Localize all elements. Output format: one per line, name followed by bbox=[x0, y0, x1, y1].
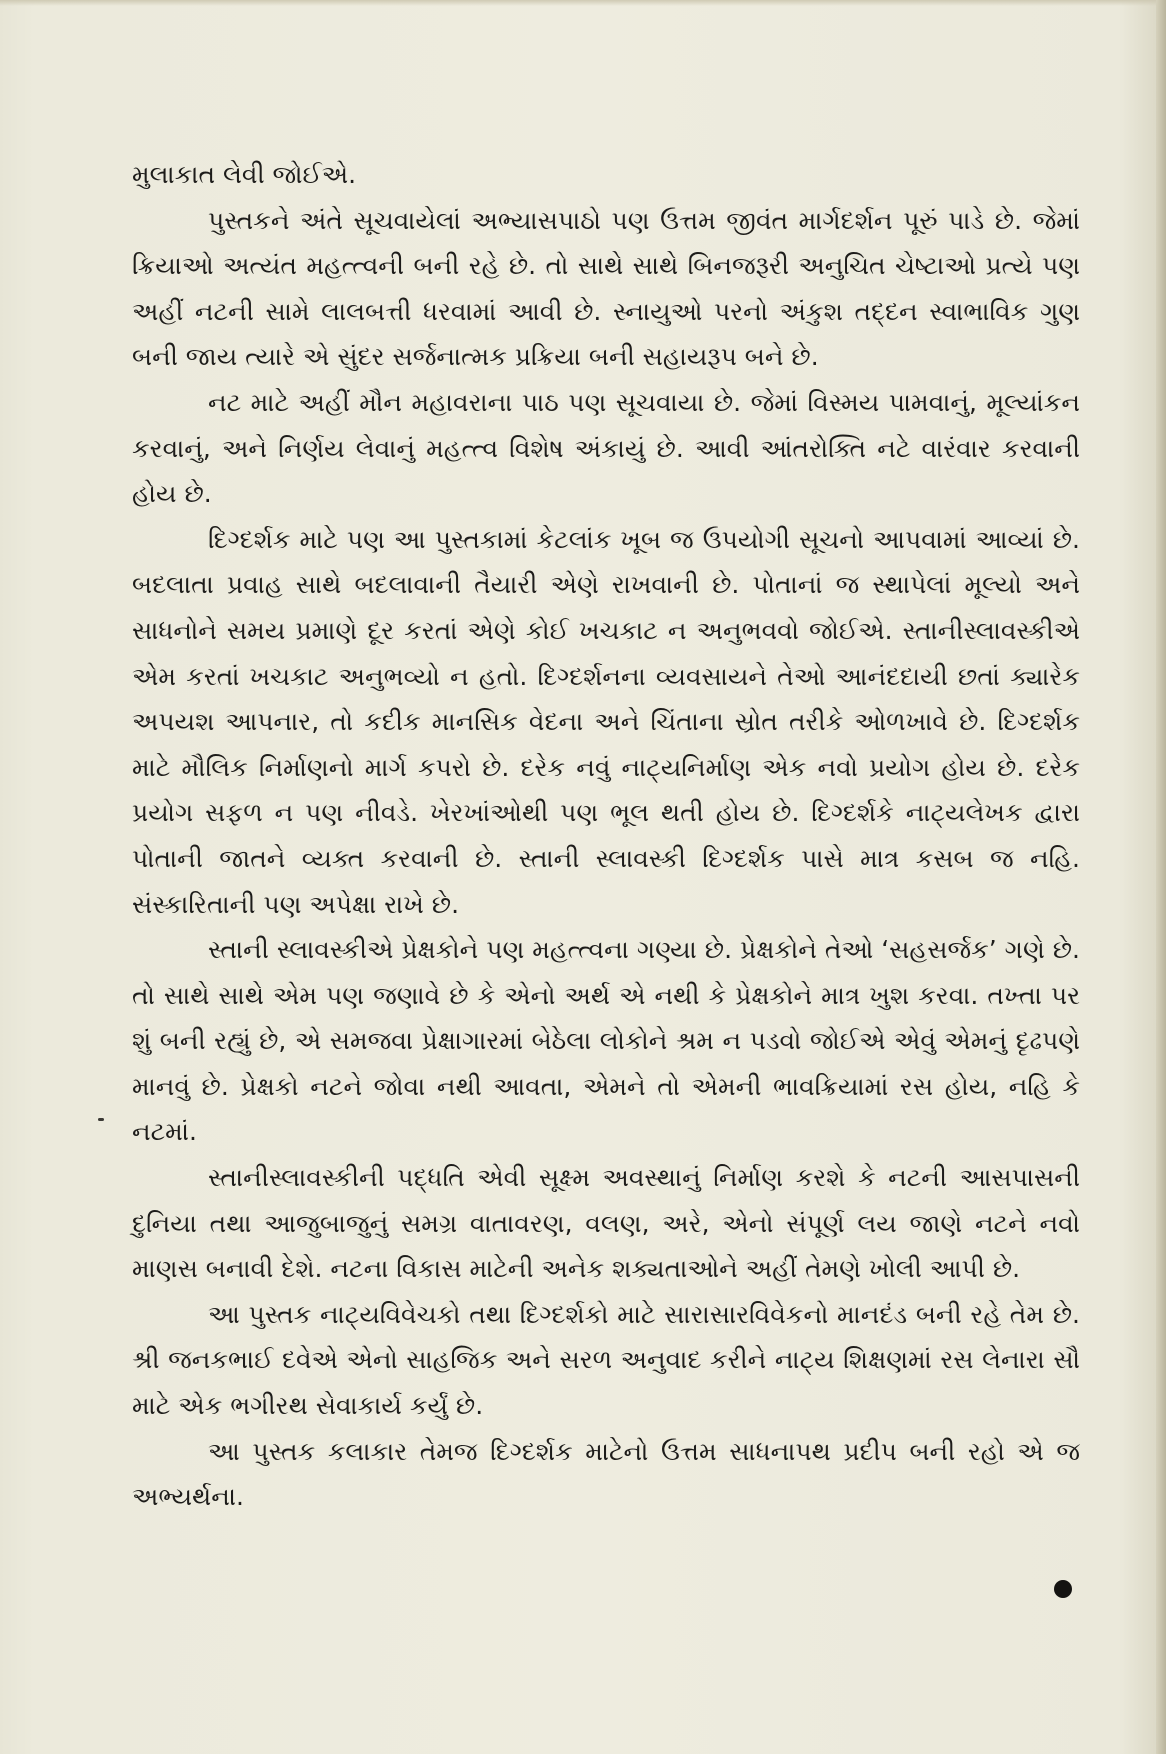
paragraph-7: આ પુસ્તક નાટ્યવિવેચકો તથા દિગ્દર્શકો માટે સારાસારવિવેકનો માનદંડ બની રહે તેમ છે. શ્રી જનકભાઈ દવેએ એનો સાહજિક અને સરળ અનુવાદ કરીને નાટ્ય શિક્ષણમાં રસ લેનારા સૌ માટે એક ભગીરથ સેવાકાર્ય કર્યું છે. bbox=[132, 1299, 1080, 1421]
body-text bbox=[132, 152, 1080, 1520]
paragraph-3: નટ માટે અહીં મૌન મહાવરાના પાઠ પણ સૂચવાયા છે. જેમાં વિસ્મય પામવાનું, મૂલ્યાંકન કરવાનું, અને નિર્ણય લેવાનું મહત્ત્વ વિશેષ અંકાયું છે. આવી આંતરોક્તિ નટે વારંવાર કરવાની હોય છે. bbox=[132, 387, 1080, 509]
page-right-edge bbox=[1156, 0, 1166, 1754]
paragraph-6: સ્તાનીસ્લાવસ્કીની પદ્ધતિ એવી સૂક્ષ્મ અવસ્થાનું નિર્માણ કરશે કે નટની આસપાસની દુનિયા તથા આજુબાજુનું સમગ્ર વાતાવરણ, વલણ, અરે, એનો સંપૂર્ણ લય જાણે નટને નવો માણસ બનાવી દેશે. નટના વિકાસ માટેની અનેક શક્યતાઓને અહીં તેમણે ખોલી આપી છે. bbox=[132, 1163, 1080, 1284]
paragraph-4: દિગ્દર્શક માટે પણ આ પુસ્તકામાં કેટલાંક ખૂબ જ ઉપયોગી સૂચનો આપવામાં આવ્યાં છે. બદલાતા પ્રવાહ સાથે બદલાવાની તૈયારી એણે રાખવાની છે. પોતાનાં જ સ્થાપેલાં મૂલ્યો અને સાધનોને સમય પ્રમાણે દૂર કરતાં એણે કોઈ ખચકાટ ન અનુભવવો જોઈએ. સ્તાનીસ્લાવસ્કીએ એમ કરતાં ખચકાટ અનુભવ્યો ન હતો. દિગ્દર્શનના વ્યવસાયને તેઓ આનંદદાયી છતાં ક્યારેક અપયશ આપનાર, તો કદીક માનસિક વેદના અને ચિંતાના સ્રોત તરીકે ઓળખાવે છે. દિગ્દર્શક માટે મૌલિક નિર્માણનો માર્ગ કપરો છે. દરેક નવું નાટ્યનિર્માણ એક નવો પ્રયોગ હોય છે. દરેક પ્રયોગ સફળ ન પણ નીવડે. ખેરખાંઓથી પણ ભૂલ થતી હોય છે. દિગ્દર્શકે નાટ્યલેખક દ્વારા પોતાની જાતને વ્યક્ત કરવાની છે. સ્તાની સ્લાવસ્કી દિગ્દર્શક પાસે માત્ર કસબ જ નહિ. સંસ્કારિતાની પણ અપેક્ષા રાખે છે. bbox=[132, 524, 1080, 919]
paragraph-2: પુસ્તકને અંતે સૂચવાયેલાં અભ્યાસપાઠો પણ ઉત્તમ જીવંત માર્ગદર્શન પૂરું પાડે છે. જેમાં ક્રિયાઓ અત્યંત મહત્ત્વની બની રહે છે. તો સાથે સાથે બિનજરૂરી અનુચિત ચેષ્ટાઓ પ્રત્યે પણ અહીં નટની સામે લાલબત્તી ધરવામાં આવી છે. સ્નાયુઓ પરનો અંકુશ તદ્દન સ્વાભાવિક ગુણ બની જાય ત્યારે એ સુંદર સર્જનાત્મક પ્રક્રિયા બની સહાયરૂપ બને છે. bbox=[132, 205, 1080, 372]
paragraph-1: મુલાકાત લેવી જોઈએ. bbox=[132, 160, 357, 189]
page-top-edge bbox=[0, 0, 1166, 6]
bullet-dot-icon bbox=[1054, 1580, 1072, 1598]
paragraph-5: સ્તાની સ્લાવસ્કીએ પ્રેક્ષકોને પણ મહત્ત્વના ગણ્યા છે. પ્રેક્ષકોને તેઓ ‘સહસર્જક’ ગણે છે. તો સાથે સાથે એમ પણ જણાવે છે કે એનો અર્થ એ નથી કે પ્રેક્ષકોને માત્ર ખુશ કરવા. તખ્તા પર શું બની રહ્યું છે, એ સમજવા પ્રેક્ષાગારમાં બેઠેલા લોકોને શ્રમ ન પડવો જોઈએ એવું એમનું દૃઢપણે માનવું છે. પ્રેક્ષકો નટને જોવા નથી આવતા, એમને તો એમની ભાવક્રિયામાં રસ હોય, નહિ કે નટમાં. bbox=[132, 935, 1080, 1147]
ink-speck bbox=[98, 1118, 104, 1121]
paragraph-8: આ પુસ્તક કલાકાર તેમજ દિગ્દર્શક માટેનો ઉત્તમ સાધનાપથ પ્રદીપ બની રહો એ જ અભ્યર્થના. bbox=[132, 1436, 1080, 1512]
